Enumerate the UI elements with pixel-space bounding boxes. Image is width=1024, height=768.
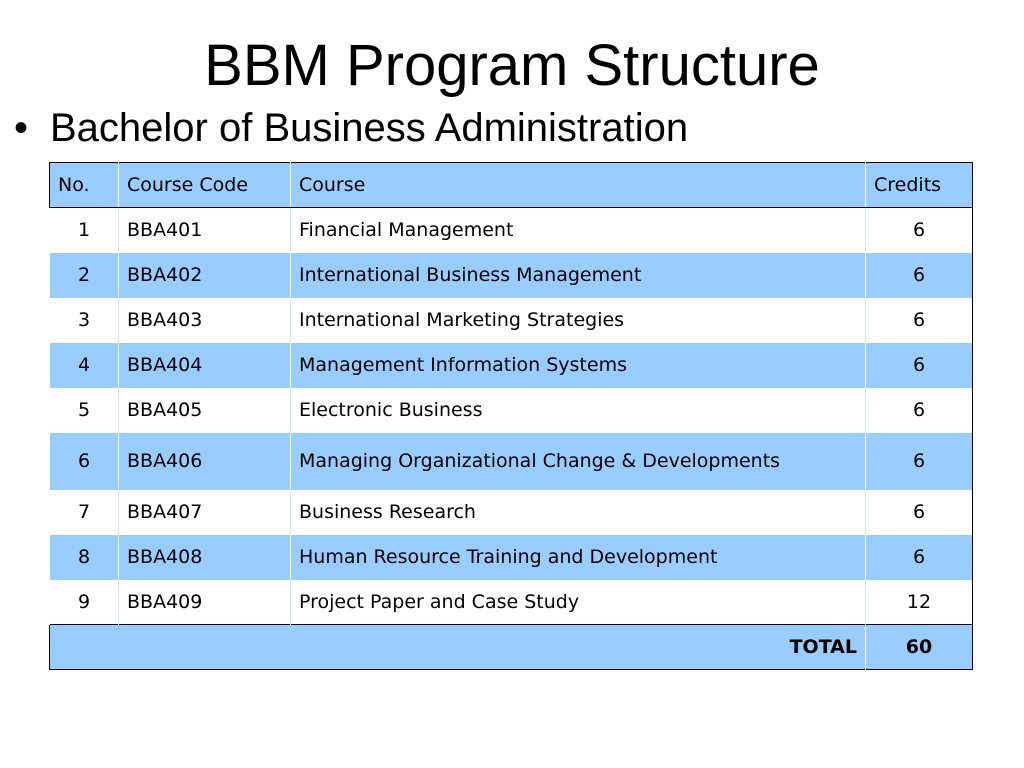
- program-table: [49, 162, 973, 670]
- table-row: [50, 535, 973, 580]
- cell-no: 8: [50, 535, 119, 580]
- cell-course-code: BBA408: [119, 535, 291, 580]
- cell-credits: 12: [866, 580, 973, 625]
- cell-course: International Business Management: [291, 253, 866, 298]
- cell-credits: 6: [866, 535, 973, 580]
- table-row: [50, 388, 973, 433]
- table-row: [50, 433, 973, 490]
- cell-credits: 6: [866, 343, 973, 388]
- cell-no: 5: [50, 388, 119, 433]
- cell-course-code: BBA406: [119, 433, 291, 490]
- cell-course-code: BBA403: [119, 298, 291, 343]
- total-value: 60: [866, 625, 973, 670]
- cell-course-code: BBA402: [119, 253, 291, 298]
- total-label: TOTAL: [50, 625, 866, 670]
- bullet-text: Bachelor of Business Administration: [50, 106, 689, 150]
- table-row: [50, 580, 973, 625]
- cell-course-code: BBA404: [119, 343, 291, 388]
- cell-course: Financial Management: [291, 208, 866, 253]
- cell-credits: 6: [866, 298, 973, 343]
- cell-course: Human Resource Training and Development: [291, 535, 866, 580]
- slide-title: BBM Program Structure: [204, 33, 820, 98]
- cell-course-code: BBA407: [119, 490, 291, 535]
- header-course-code: Course Code: [119, 163, 291, 208]
- header-no: No.: [50, 163, 119, 208]
- cell-course: Business Research: [291, 490, 866, 535]
- cell-credits: 6: [866, 208, 973, 253]
- cell-course: Electronic Business: [291, 388, 866, 433]
- header-credits: Credits: [866, 163, 973, 208]
- cell-no: 3: [50, 298, 119, 343]
- cell-no: 4: [50, 343, 119, 388]
- cell-no: 1: [50, 208, 119, 253]
- bullet-marker: •: [14, 106, 29, 150]
- table-row: [50, 253, 973, 298]
- cell-course-code: BBA401: [119, 208, 291, 253]
- table-row: [50, 490, 973, 535]
- cell-no: 7: [50, 490, 119, 535]
- cell-course: International Marketing Strategies: [291, 298, 866, 343]
- table-header-row: [50, 163, 973, 208]
- cell-credits: 6: [866, 388, 973, 433]
- cell-credits: 6: [866, 253, 973, 298]
- header-course: Course: [291, 163, 866, 208]
- cell-no: 6: [50, 433, 119, 490]
- cell-course: Managing Organizational Change & Developments: [291, 433, 866, 490]
- table-row: [50, 298, 973, 343]
- cell-course: Project Paper and Case Study: [291, 580, 866, 625]
- cell-credits: 6: [866, 490, 973, 535]
- cell-course-code: BBA409: [119, 580, 291, 625]
- cell-no: 9: [50, 580, 119, 625]
- table-row: [50, 343, 973, 388]
- cell-course: Management Information Systems: [291, 343, 866, 388]
- cell-no: 2: [50, 253, 119, 298]
- table-row: [50, 208, 973, 253]
- table-total-row: [50, 625, 973, 670]
- bullet-item: [14, 104, 688, 152]
- cell-credits: 6: [866, 433, 973, 490]
- cell-course-code: BBA405: [119, 388, 291, 433]
